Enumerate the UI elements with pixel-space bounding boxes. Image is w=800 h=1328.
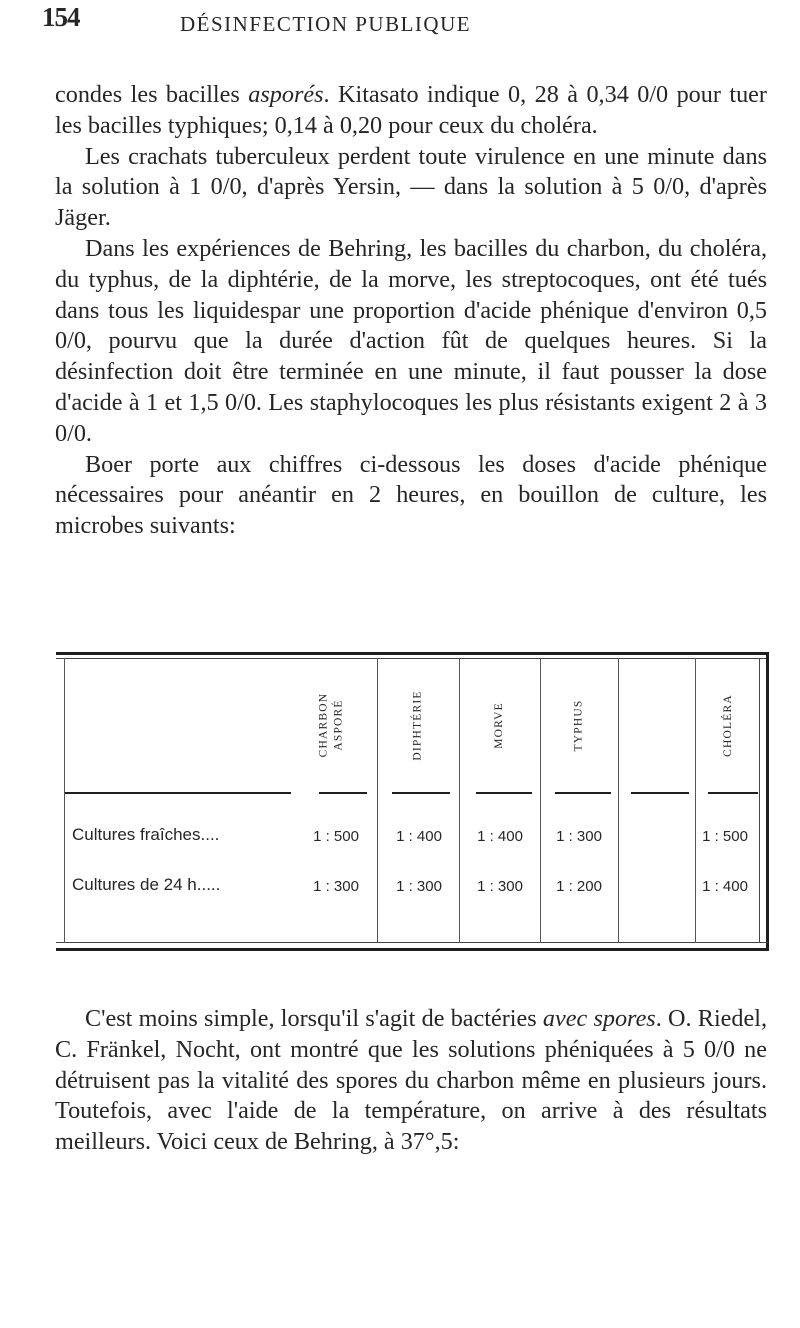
paragraph-2: Les crachats tuberculeux perdent toute virulence en une minute dans la solution à 1 0/0, d'après Yersin, — dans la solution à 5 0/0, d'après Jäger. bbox=[55, 142, 767, 232]
table-column-divider bbox=[459, 658, 460, 943]
paragraph-5-rest: . O. Riedel, C. Fränkel, Nocht, ont montré que les solutions phéniquées à 5 0/0 ne détruisent pas la vitalité des spores du charbon même en plusieurs jours. Toutefois, avec l'aide de la température, on arrive à des résultats meilleurs. Voici ceux de Behring, à 37°,5: bbox=[55, 1005, 767, 1156]
paragraph-3: Dans les expériences de Behring, les bacilles du charbon, du choléra, du typhus, de la diphtérie, de la morve, les streptocoques, ont été tués dans tous les liquidespar une proportion d'acide phénique d'environ 0,5 0/0, pourvu que la durée d'action fût de quelques heures. Si la désinfection doit être terminée en une minute, il faut pousser la dose d'acide à 1 et 1,5 0/0. Les staphylocoques les plus résistants exigent 2 à 3 0/0. bbox=[55, 234, 767, 447]
paragraph-5 bbox=[55, 1004, 767, 1158]
table-cell: 1 : 300 bbox=[556, 828, 602, 845]
table-rule-left bbox=[64, 658, 65, 943]
header-rule bbox=[476, 792, 532, 794]
header-rule bbox=[708, 792, 758, 794]
table-cell: 1 : 300 bbox=[396, 878, 442, 895]
column-header-morve: MORVE bbox=[492, 701, 505, 749]
column-header-typhus: TYPHUS bbox=[572, 699, 585, 751]
page-number: 154 bbox=[42, 2, 80, 32]
header-rule bbox=[631, 792, 689, 794]
table-cell: 1 : 400 bbox=[477, 828, 523, 845]
table-cell: 1 : 500 bbox=[702, 828, 748, 845]
row-label-fresh-cultures: Cultures fraîches.... bbox=[72, 825, 220, 844]
table-rule-right-inner bbox=[759, 658, 760, 943]
body-text-bottom bbox=[55, 1004, 767, 1158]
row-label-24h-cultures: Cultures de 24 h..... bbox=[72, 875, 221, 894]
table-rule-top bbox=[56, 652, 768, 655]
paragraph-1 bbox=[55, 80, 767, 142]
table-column-divider bbox=[540, 658, 541, 943]
table-column-divider bbox=[618, 658, 619, 943]
table-column-divider bbox=[377, 658, 378, 943]
header-rule bbox=[392, 792, 450, 794]
dose-table bbox=[56, 652, 776, 960]
paragraph-1-rest: . Kitasato indique 0, 28 à 0,34 0/0 pour tuer les bacilles typhiques; 0,14 à 0,20 pour ceux du choléra. bbox=[55, 81, 767, 139]
header-rule bbox=[65, 792, 291, 794]
table-rule-bottom bbox=[56, 948, 768, 951]
table-cell: 1 : 500 bbox=[313, 828, 359, 845]
paragraph-5-emphasis: avec spores bbox=[542, 1005, 656, 1032]
table-cell: 1 : 300 bbox=[313, 878, 359, 895]
table-cell: 1 : 200 bbox=[556, 878, 602, 895]
table-cell: 1 : 300 bbox=[477, 878, 523, 895]
paragraph-5-start: C'est moins simple, lorsqu'il s'agit de bactéries bbox=[85, 1005, 543, 1032]
column-header-line: ASPORÉ bbox=[332, 699, 345, 751]
column-header-line: CHARBON bbox=[317, 692, 330, 758]
table-rule-bottom-inner bbox=[56, 942, 768, 943]
column-header-charbon-aspore bbox=[303, 662, 359, 788]
column-header-diphterie: DIPHTÉRIE bbox=[411, 689, 424, 761]
paragraph-1-emphasis: asporés bbox=[248, 81, 324, 108]
column-header-cholera: CHOLÉRA bbox=[721, 693, 734, 757]
table-cell: 1 : 400 bbox=[702, 878, 748, 895]
table-rule-top-inner bbox=[56, 658, 768, 659]
paragraph-1-start: condes les bacilles bbox=[55, 81, 249, 108]
table-cell: 1 : 400 bbox=[396, 828, 442, 845]
running-title: DÉSINFECTION PUBLIQUE bbox=[180, 12, 472, 36]
paragraph-4: Boer porte aux chiffres ci-dessous les doses d'acide phénique nécessaires pour anéantir en 2 heures, en bouillon de culture, les microbes suivants: bbox=[55, 450, 767, 540]
table-column-divider bbox=[695, 658, 696, 943]
table-rule-right bbox=[766, 652, 769, 951]
header-rule bbox=[319, 792, 367, 794]
body-text-top bbox=[55, 80, 767, 542]
header-rule bbox=[555, 792, 611, 794]
